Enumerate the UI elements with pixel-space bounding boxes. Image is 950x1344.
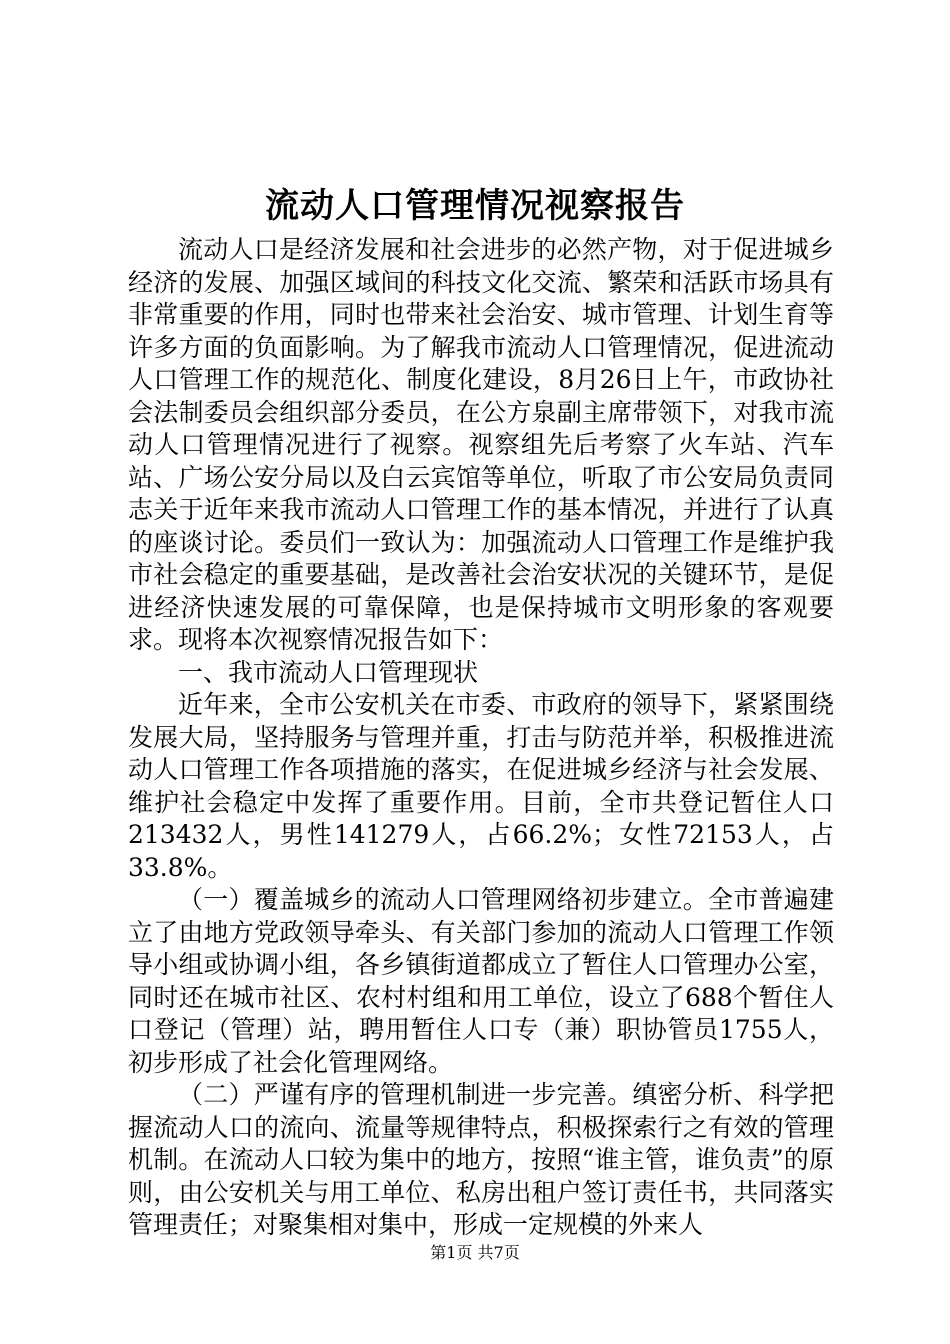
paragraph-mechanism: （二）严谨有序的管理机制进一步完善。缜密分析、科学把握流动人口的流向、流量等规律特点，积极探索行之有效的管理机制。在流动人口较为集中的地方，按照“谁主管，谁负责”的原则，由公安机关与用工单位、私房出租户签订责任书，共同落实管理责任；对聚集相对集中，形成一定规模的外来人 <box>128 1080 834 1239</box>
document-body <box>128 234 834 1242</box>
paragraph-intro: 流动人口是经济发展和社会进步的必然产物，对于促进城乡经济的发展、加强区域间的科技文化交流、繁荣和活跃市场具有非常重要的作用，同时也带来社会治安、城市管理、计划生育等许多方面的负面影响。为了解我市流动人口管理情况，促进流动人口管理工作的规范化、制度化建设，8月26日上午，市政协社会法制委员会组织部分委员，在公方泉副主席带领下，对我市流动人口管理情况进行了视察。视察组先后考察了火车站、汽车站、广场公安分局以及白云宾馆等单位，听取了市公安局负责同志关于近年来我市流动人口管理工作的基本情况，并进行了认真的座谈讨论。委员们一致认为：加强流动人口管理工作是维护我市社会稳定的重要基础，是改善社会治安状况的关键环节，是促进经济快速发展的可靠保障，也是保持城市文明形象的客观要求。现将本次视察情况报告如下： <box>128 235 834 654</box>
paragraph-status: 近年来，全市公安机关在市委、市政府的领导下，紧紧围绕发展大局，坚持服务与管理并重，打击与防范并举，积极推进流动人口管理工作各项措施的落实，在促进城乡经济与社会发展、维护社会稳定中发挥了重要作用。目前，全市共登记暂住人口213432人，男性141279人，占66.2%；女性72153人，占33.8%。 <box>128 690 834 882</box>
section-heading: 一、我市流动人口管理现状 <box>178 657 479 687</box>
paragraph-network: （一）覆盖城乡的流动人口管理网络初步建立。全市普遍建立了由地方党政领导牵头、有关部门参加的流动人口管理工作领导小组或协调小组，各乡镇街道都成立了暂住人口管理办公室，同时还在城市社区、农村村组和用工单位，设立了688个暂住人口登记（管理）站，聘用暂住人口专（兼）职协管员1755人，初步形成了社会化管理网络。 <box>128 885 834 1077</box>
document-title: 流动人口管理情况视察报告 <box>265 186 685 226</box>
page-footer: 第1页 共7页 <box>430 1243 520 1262</box>
